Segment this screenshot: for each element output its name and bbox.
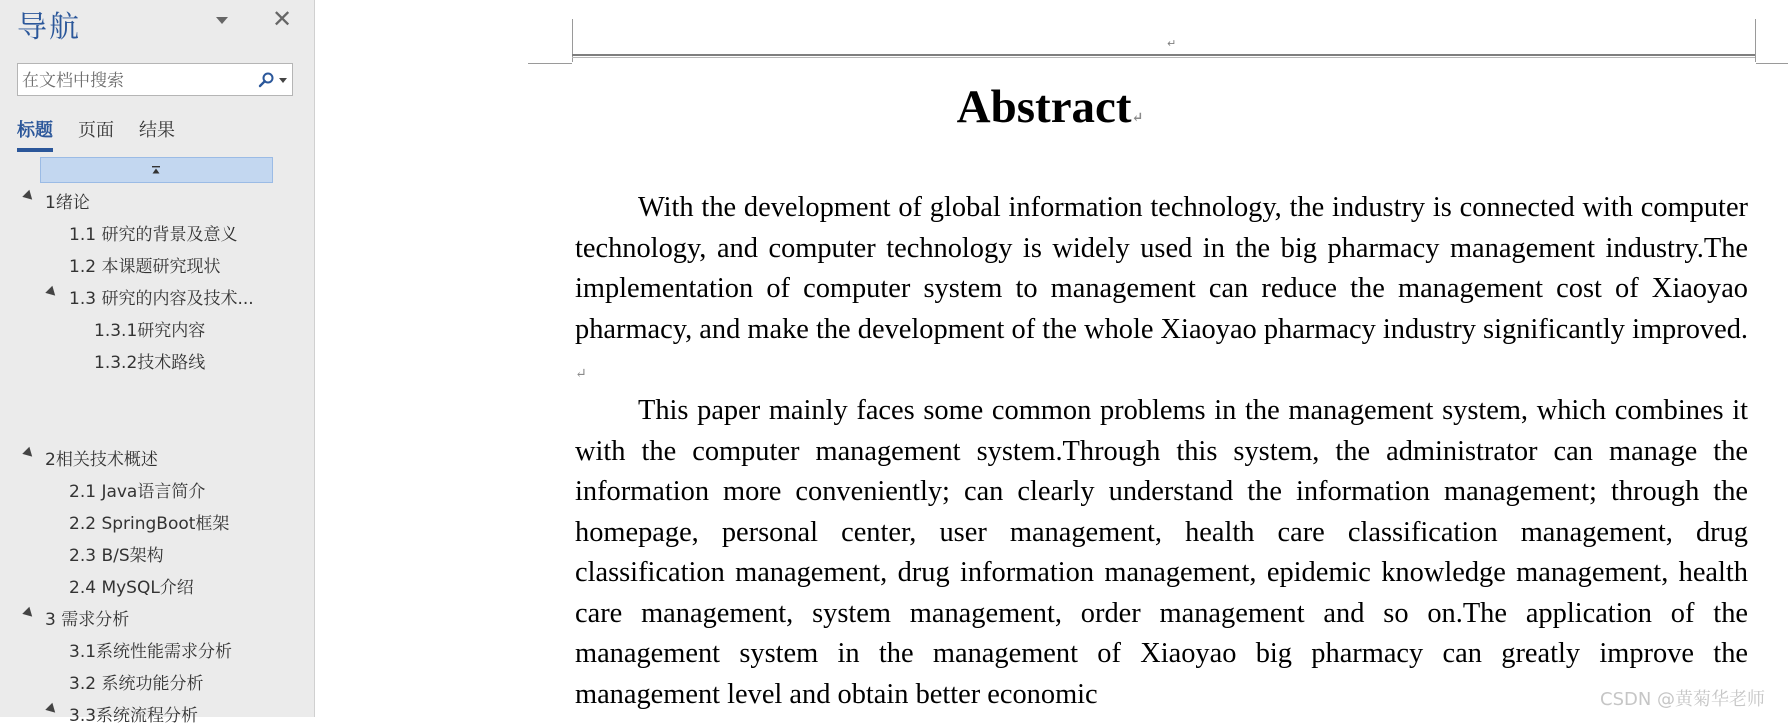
title-text: Abstract [956, 81, 1132, 133]
nav-heading[interactable]: 3 需求分析 [45, 610, 130, 630]
nav-heading[interactable]: 1.3.1研究内容 [94, 321, 206, 341]
expanded-triangle-icon[interactable] [22, 447, 35, 460]
paragraph-mark: ↵ [1167, 37, 1177, 50]
document-paragraph[interactable] [575, 188, 1748, 396]
expanded-triangle-icon[interactable] [22, 607, 35, 620]
expanded-triangle-icon[interactable] [45, 286, 58, 299]
nav-heading[interactable]: 2.3 B/S架构 [69, 546, 164, 566]
crop-mark [528, 63, 572, 64]
document-title [0, 80, 1788, 134]
crop-mark [1756, 63, 1788, 64]
nav-heading[interactable]: 3.1系统性能需求分析 [69, 642, 233, 662]
paragraph-mark: ↵ [575, 367, 587, 382]
expanded-triangle-icon[interactable] [22, 190, 35, 203]
nav-heading[interactable]: 3.3系统流程分析 [69, 706, 199, 726]
tab-headings[interactable]: 标题 [17, 116, 53, 152]
nav-heading[interactable]: 2相关技术概述 [45, 450, 158, 470]
nav-options-chevron-down-icon[interactable] [214, 12, 230, 28]
nav-title: 导航 [17, 10, 81, 45]
close-icon[interactable]: ✕ [272, 5, 293, 33]
nav-heading[interactable]: 1.3 研究的内容及技术... [69, 289, 254, 309]
nav-heading[interactable]: 2.4 MySQL介绍 [69, 578, 194, 598]
paragraph-text: This paper mainly faces some common problems in the management system, which combines it with the computer management system.Through this system, the administrator can manage the information more conveniently; can clearly understand the information management; through the homepage, personal center, user management, health care classification management, drug classification management, drug information management, epidemic knowledge management, health care management, system management, order management and so on.The application of the management system in the management of Xiaoyao big pharmacy can greatly improve the management level and obtain better economic [575, 395, 1748, 710]
nav-heading[interactable]: 1.2 本课题研究现状 [69, 257, 221, 277]
nav-heading[interactable]: 2.2 SpringBoot框架 [69, 514, 230, 534]
header-rule [572, 54, 1755, 56]
paragraph-mark: ↵ [1131, 111, 1144, 126]
paragraph-text: With the development of global information technology, the industry is connected with computer technology, and computer technology is widely used in the big pharmacy management industry.The implementation of computer system to management can reduce the management cost of Xiaoyao pharmacy, and make the development of the whole Xiaoyao pharmacy industry significantly improved. [575, 192, 1748, 345]
collapse-all-icon [152, 166, 160, 174]
nav-heading[interactable]: 2.1 Java语言简介 [69, 482, 206, 502]
watermark: CSDN @黄菊华老师 [1600, 689, 1766, 710]
nav-heading[interactable]: 1.3.2技术路线 [94, 353, 206, 373]
tab-results[interactable]: 结果 [139, 120, 175, 141]
crop-mark [1755, 19, 1756, 62]
tab-pages[interactable]: 页面 [78, 120, 114, 141]
nav-heading[interactable]: 1绪论 [45, 193, 90, 213]
document-paragraph[interactable] [575, 391, 1748, 715]
collapse-all-button[interactable] [40, 157, 273, 183]
expanded-triangle-icon[interactable] [45, 703, 58, 716]
nav-heading[interactable]: 1.1 研究的背景及意义 [69, 225, 238, 245]
header-rule [572, 57, 1755, 58]
nav-heading[interactable]: 3.2 系统功能分析 [69, 674, 204, 694]
